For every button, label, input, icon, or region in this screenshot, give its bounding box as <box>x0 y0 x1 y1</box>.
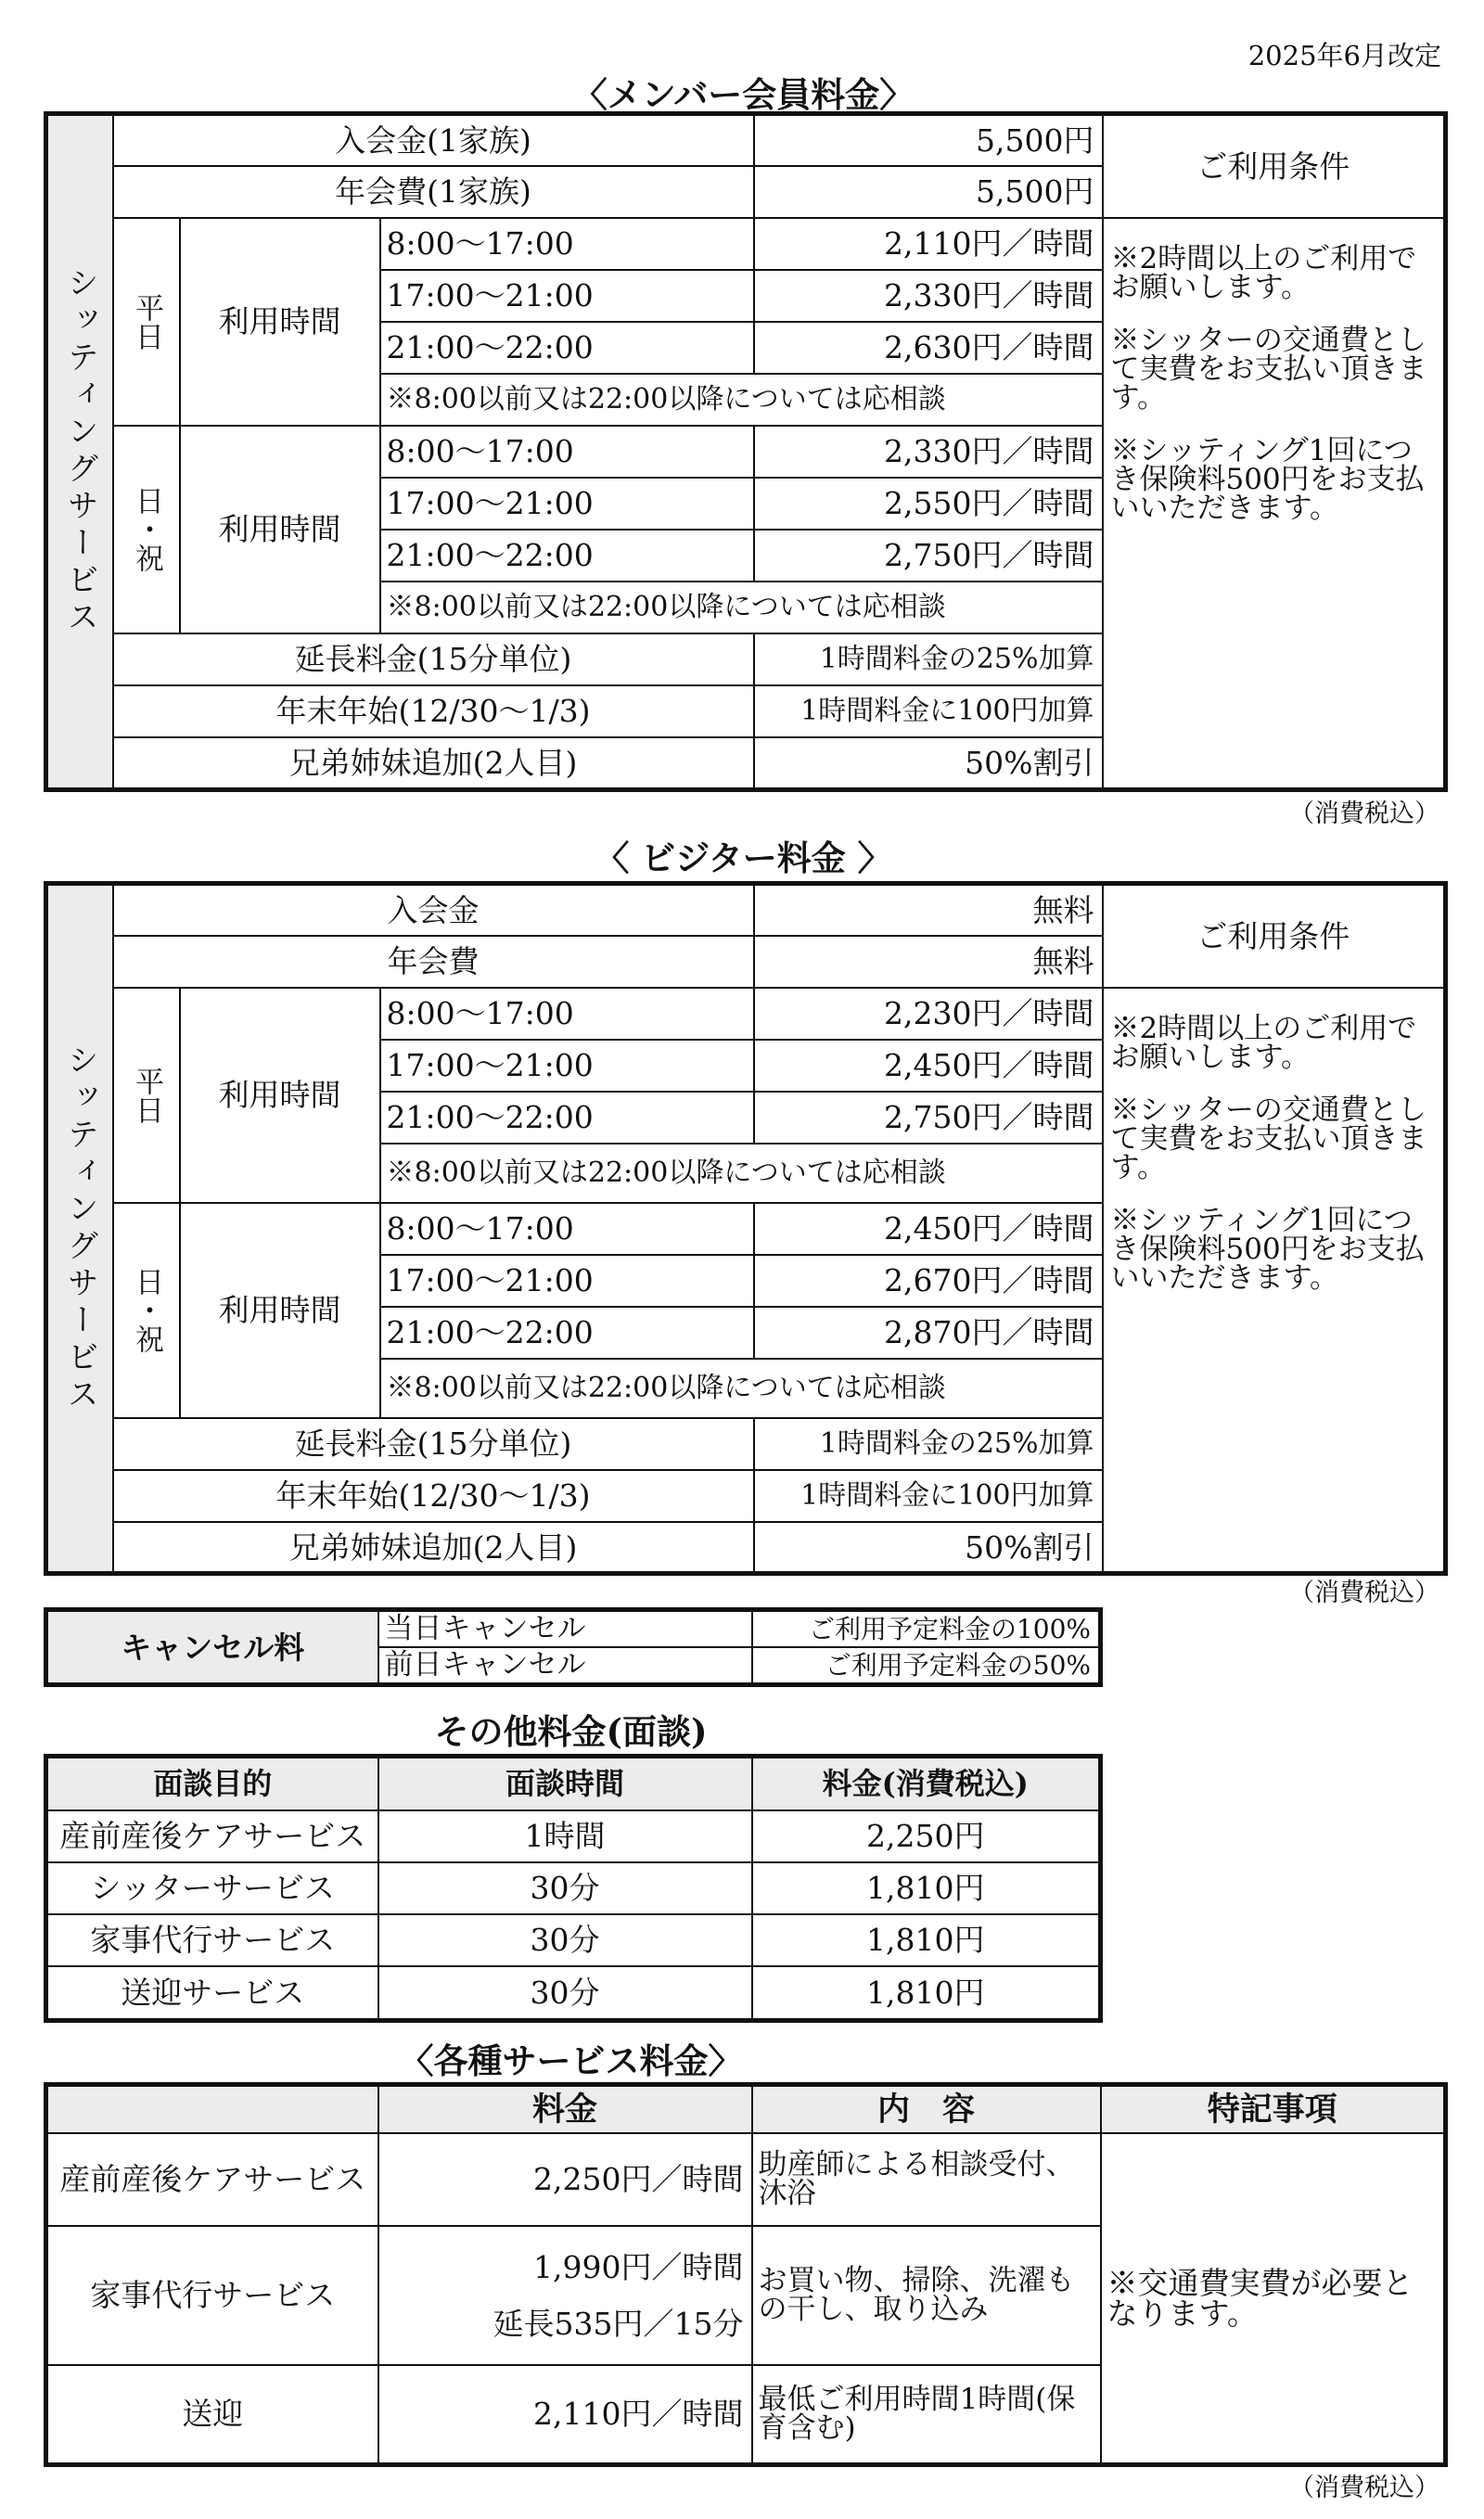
annual-fee-value: 無料 <box>754 936 1103 988</box>
usage-time-label: 利用時間 <box>180 218 380 426</box>
time-slot: 21:00〜22:00 <box>380 1092 754 1144</box>
consult-note: ※8:00以前又は22:00以降については応相談 <box>380 1359 1103 1418</box>
consult-note: ※8:00以前又は22:00以降については応相談 <box>380 374 1103 426</box>
newyear-value: 1時間料金に100円加算 <box>754 685 1103 737</box>
interview-purpose: 送迎サービス <box>46 1966 378 2021</box>
service-name: 家事代行サービス <box>46 2226 378 2365</box>
column-header: 内 容 <box>752 2085 1101 2133</box>
condition-note: ※シッターの交通費として実費をお支払い頂きます。 <box>1110 323 1427 415</box>
conditions-header: ご利用条件 <box>1103 114 1446 218</box>
hourly-rate: 2,550円／時間 <box>754 478 1103 530</box>
cancel-row-value: ご利用予定料金の50% <box>752 1647 1101 1685</box>
holiday-label: 日・祝 <box>113 426 180 633</box>
service-content: 最低ご利用時間1時間(保育含む) <box>752 2365 1101 2465</box>
table-row <box>46 1862 1101 1914</box>
member-fee-table <box>44 111 1448 792</box>
join-fee-label: 入会金 <box>113 884 754 936</box>
interview-time: 30分 <box>378 1914 752 1966</box>
join-fee-value: 5,500円 <box>754 114 1103 166</box>
time-slot: 8:00〜17:00 <box>380 218 754 270</box>
sibling-value: 50%割引 <box>754 737 1103 789</box>
column-header <box>46 2085 378 2133</box>
sibling-label: 兄弟姉妹追加(2人目) <box>113 737 754 789</box>
time-slot: 17:00〜21:00 <box>380 1255 754 1307</box>
time-slot: 17:00〜21:00 <box>380 478 754 530</box>
weekday-label: 平日 <box>113 988 180 1203</box>
table-row <box>46 1966 1101 2021</box>
hourly-rate: 2,110円／時間 <box>754 218 1103 270</box>
service-extension-price: 延長535円／15分 <box>493 2305 744 2342</box>
cancel-row-name: 当日キャンセル <box>378 1610 752 1648</box>
hourly-rate: 2,330円／時間 <box>754 426 1103 478</box>
tax-note: （消費税込） <box>1289 1579 1439 1607</box>
service-content: 助産師による相談受付、沐浴 <box>752 2133 1101 2226</box>
conditions-notes <box>1103 218 1446 790</box>
service-special-note: ※交通費実費が必要となります。 <box>1101 2133 1446 2465</box>
annual-fee-value: 5,500円 <box>754 166 1103 218</box>
column-header: 料金 <box>378 2085 752 2133</box>
service-name: 産前産後ケアサービス <box>46 2133 378 2226</box>
interview-time: 30分 <box>378 1862 752 1914</box>
extension-label: 延長料金(15分単位) <box>113 633 754 685</box>
visitor-fee-table <box>44 881 1448 1576</box>
newyear-label: 年末年始(12/30〜1/3) <box>113 685 754 737</box>
tax-note: （消費税込） <box>1289 2474 1439 2502</box>
column-header: 特記事項 <box>1101 2085 1446 2133</box>
weekday-label: 平日 <box>113 218 180 426</box>
newyear-label: 年末年始(12/30〜1/3) <box>113 1470 754 1522</box>
hourly-rate: 2,750円／時間 <box>754 530 1103 582</box>
time-slot: 8:00〜17:00 <box>380 988 754 1040</box>
sibling-label: 兄弟姉妹追加(2人目) <box>113 1522 754 1574</box>
usage-time-label: 利用時間 <box>180 988 380 1203</box>
table-row <box>46 1810 1101 1862</box>
hourly-rate: 2,670円／時間 <box>754 1255 1103 1307</box>
hourly-rate: 2,630円／時間 <box>754 322 1103 374</box>
consult-note: ※8:00以前又は22:00以降については応相談 <box>380 582 1103 633</box>
interview-fee: 1,810円 <box>752 1966 1101 2021</box>
column-header: 面談時間 <box>378 1757 752 1810</box>
condition-note: ※シッターの交通費として実費をお支払い頂きます。 <box>1110 1093 1427 1184</box>
service-name: 送迎 <box>46 2365 378 2465</box>
interview-purpose: 家事代行サービス <box>46 1914 378 1966</box>
interview-time: 1時間 <box>378 1810 752 1862</box>
hourly-rate: 2,230円／時間 <box>754 988 1103 1040</box>
column-header: 面談目的 <box>46 1757 378 1810</box>
hourly-rate: 2,450円／時間 <box>754 1203 1103 1255</box>
condition-note: ※2時間以上のご利用でお願いします。 <box>1110 1011 1417 1074</box>
sibling-value: 50%割引 <box>754 1522 1103 1574</box>
interview-fee: 1,810円 <box>752 1914 1101 1966</box>
cancel-row-value: ご利用予定料金の100% <box>752 1610 1101 1648</box>
time-slot: 21:00〜22:00 <box>380 530 754 582</box>
hourly-rate: 2,330円／時間 <box>754 270 1103 322</box>
extension-value: 1時間料金の25%加算 <box>754 1418 1103 1470</box>
member-section-title: 〈メンバー会員料金〉 <box>572 74 915 115</box>
newyear-value: 1時間料金に100円加算 <box>754 1470 1103 1522</box>
cancel-fee-label: キャンセル料 <box>46 1610 378 1685</box>
extension-label: 延長料金(15分単位) <box>113 1418 754 1470</box>
time-slot: 17:00〜21:00 <box>380 1040 754 1092</box>
join-fee-label: 入会金(1家族) <box>113 114 754 166</box>
sitting-service-label: シッティングサービス <box>46 114 113 790</box>
time-slot: 21:00〜22:00 <box>380 322 754 374</box>
sitting-service-label: シッティングサービス <box>46 884 113 1574</box>
consult-note: ※8:00以前又は22:00以降については応相談 <box>380 1144 1103 1203</box>
holiday-label: 日・祝 <box>113 1203 180 1418</box>
annual-fee-label: 年会費 <box>113 936 754 988</box>
service-price: 1,990円／時間 <box>533 2248 744 2285</box>
time-slot: 21:00〜22:00 <box>380 1307 754 1359</box>
other-fees-title: その他料金(面談) <box>434 1711 708 1752</box>
time-slot: 17:00〜21:00 <box>380 270 754 322</box>
service-price: 2,110円／時間 <box>378 2365 752 2465</box>
visitor-section-title: 〈 ビジター料金 〉 <box>595 838 892 878</box>
conditions-notes <box>1103 988 1446 1574</box>
service-price: 2,250円／時間 <box>378 2133 752 2226</box>
hourly-rate: 2,450円／時間 <box>754 1040 1103 1092</box>
interview-fee-table <box>44 1754 1103 2023</box>
condition-note: ※2時間以上のご利用でお願いします。 <box>1110 241 1417 304</box>
service-content: お買い物、掃除、洗濯もの干し、取り込み <box>752 2226 1101 2365</box>
table-row <box>46 2133 1446 2226</box>
interview-fee: 2,250円 <box>752 1810 1101 1862</box>
condition-note: ※シッティング1回につき保険料500円をお支払いいただきます。 <box>1110 1203 1425 1295</box>
interview-purpose: シッターサービス <box>46 1862 378 1914</box>
service-fee-table <box>44 2082 1448 2467</box>
column-header: 料金(消費税込) <box>752 1757 1101 1810</box>
tax-note: （消費税込） <box>1289 799 1439 828</box>
extension-value: 1時間料金の25%加算 <box>754 633 1103 685</box>
time-slot: 8:00〜17:00 <box>380 1203 754 1255</box>
interview-time: 30分 <box>378 1966 752 2021</box>
hourly-rate: 2,870円／時間 <box>754 1307 1103 1359</box>
interview-fee: 1,810円 <box>752 1862 1101 1914</box>
interview-purpose: 産前産後ケアサービス <box>46 1810 378 1862</box>
cancel-fee-table <box>44 1607 1103 1687</box>
revision-date: 2025年6月改定 <box>1247 40 1441 71</box>
services-title: 〈各種サービス料金〉 <box>399 2040 743 2081</box>
time-slot: 8:00〜17:00 <box>380 426 754 478</box>
hourly-rate: 2,750円／時間 <box>754 1092 1103 1144</box>
join-fee-value: 無料 <box>754 884 1103 936</box>
condition-note: ※シッティング1回につき保険料500円をお支払いいただきます。 <box>1110 433 1425 525</box>
cancel-row-name: 前日キャンセル <box>378 1647 752 1685</box>
table-row <box>46 1914 1101 1966</box>
conditions-header: ご利用条件 <box>1103 884 1446 988</box>
annual-fee-label: 年会費(1家族) <box>113 166 754 218</box>
usage-time-label: 利用時間 <box>180 426 380 633</box>
usage-time-label: 利用時間 <box>180 1203 380 1418</box>
